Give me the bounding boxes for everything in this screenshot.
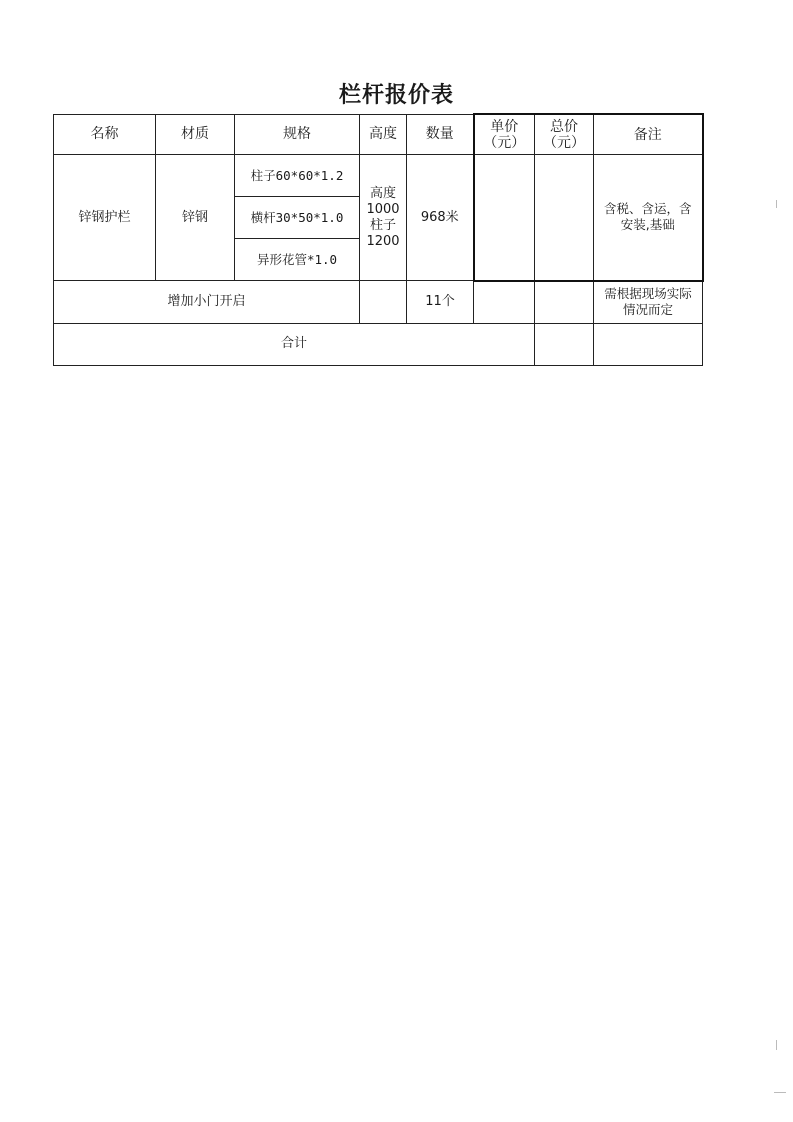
header-material: 材质 (156, 114, 235, 155)
header-total-price-label: 总价 (550, 118, 578, 135)
cell-total-label: 合计 (54, 323, 535, 365)
header-remarks: 备注 (594, 114, 703, 155)
cell-door-unit-price (474, 281, 535, 324)
cell-door-label: 增加小门开启 (54, 281, 360, 324)
header-total-price-unit: （元） (543, 134, 585, 151)
header-unit-price-unit: （元） (483, 134, 526, 151)
cell-total-price (535, 155, 594, 281)
header-name: 名称 (54, 114, 156, 155)
header-quantity: 数量 (407, 114, 474, 155)
cell-door-quantity: 11个 (407, 281, 474, 324)
header-total-price (535, 114, 594, 155)
height-line: 1200 (366, 233, 400, 249)
page-title: 栏杆报价表 (338, 83, 454, 108)
cell-door-remarks (594, 281, 703, 324)
cell-material: 锌钢 (156, 155, 235, 281)
remarks-line: 含税、含运，含 (603, 201, 692, 217)
table-row-total (54, 323, 703, 365)
cell-remarks (594, 155, 703, 281)
header-unit-price (474, 114, 535, 155)
cell-spec: 横杆30*50*1.0 (235, 197, 360, 239)
quotation-table (53, 113, 704, 366)
table-row-door (54, 281, 703, 324)
cell-total-remarks (594, 323, 703, 365)
scan-edge-mark (776, 1040, 777, 1050)
scan-edge-mark (776, 200, 777, 208)
height-line: 高度 (369, 185, 396, 201)
cell-spec: 柱子60*60*1.2 (235, 155, 360, 197)
height-line: 柱子 (369, 217, 396, 233)
header-row (54, 114, 703, 155)
remarks-line: 安装,基础 (620, 217, 675, 233)
remarks-line: 需根据现场实际 (604, 286, 692, 301)
height-line: 1000 (366, 201, 400, 217)
cell-total-price-sum (535, 323, 594, 365)
remarks-line: 情况而定 (622, 302, 673, 317)
cell-height (360, 155, 407, 281)
cell-door-total-price (535, 281, 594, 324)
table-row (54, 155, 703, 197)
header-unit-price-label: 单价 (490, 118, 519, 135)
cell-unit-price (474, 155, 535, 281)
header-height: 高度 (360, 114, 407, 155)
cell-name: 锌钢护栏 (54, 155, 156, 281)
cell-door-height (360, 281, 407, 324)
cell-spec: 异形花管*1.0 (235, 239, 360, 281)
scan-edge-mark (774, 1092, 786, 1093)
header-spec: 规格 (235, 114, 360, 155)
cell-quantity: 968米 (407, 155, 474, 281)
